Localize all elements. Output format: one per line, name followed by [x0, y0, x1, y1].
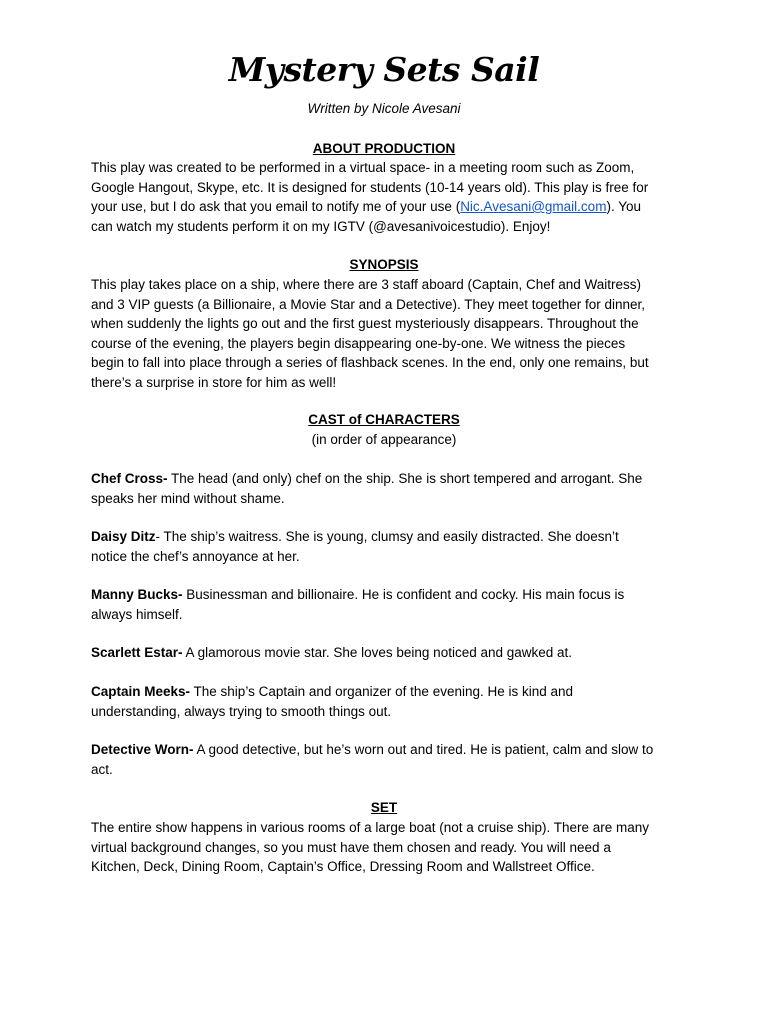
- about-line-text: ). You: [606, 199, 641, 214]
- set-line: The entire show happens in various rooms of a large boat (not a cruise ship). There are many: [91, 820, 650, 835]
- cast-heading: CAST of CHARACTERS: [308, 412, 460, 427]
- cast-subheading: (in order of appearance): [311, 432, 457, 447]
- synopsis-line: when suddenly the lights go out and the first guest mysteriously disappears. Throughout the: [91, 316, 639, 331]
- email-link[interactable]: Nic.Avesani@gmail.com: [460, 199, 607, 214]
- character-entry: [91, 643, 681, 663]
- character-entry: [91, 585, 681, 624]
- synopsis-line: and 3 VIP guests (a Billionaire, a Movie Star and a Detective). They meet together for dinner,: [91, 296, 646, 312]
- synopsis-line: course of the evening, the players begin disappearing one-by-one. We witness the pieces: [91, 335, 626, 351]
- character-description: The ship’s Captain and organizer of the evening. He is kind and: [190, 684, 574, 699]
- synopsis-paragraph: [91, 275, 681, 392]
- set-line: Kitchen, Deck, Dining Room, Captain’s Office, Dressing Room and Wallstreet Office.: [91, 859, 595, 874]
- character-entry: [91, 469, 681, 508]
- character-name: Detective Worn-: [91, 742, 194, 757]
- synopsis-line: there’s a surprise in store for him as well!: [91, 374, 337, 390]
- character-entry: [91, 740, 681, 779]
- character-entry: [91, 527, 681, 566]
- character-name: Chef Cross-: [91, 471, 168, 486]
- character-name: Scarlett Estar-: [91, 645, 183, 660]
- character-description: - The ship’s waitress. She is young, clumsy and easily distracted. She doesn’t: [155, 529, 619, 544]
- character-description: A good detective, but he’s worn out and tired. He is patient, calm and slow to: [193, 742, 654, 757]
- set-line: virtual background changes, so you must have them chosen and ready. You will need a: [91, 839, 611, 855]
- character-description: understanding, always trying to smooth things out.: [91, 703, 392, 719]
- character-description: The head (and only) chef on the ship. She is short tempered and arrogant. She: [167, 471, 643, 486]
- character-description: Businessman and billionaire. He is confident and cocky. His main focus is: [182, 587, 625, 602]
- character-name: Manny Bucks-: [91, 587, 183, 602]
- synopsis-heading: SYNOPSIS: [349, 257, 419, 272]
- character-description: speaks her mind without shame.: [91, 490, 285, 506]
- synopsis-line: This play takes place on a ship, where there are 3 staff aboard (Captain, Chef and Waitress): [91, 277, 642, 292]
- character-description: notice the chef’s annoyance at her.: [91, 548, 300, 564]
- about-line-text: your use, but I do ask that you email to notify me of your use (: [91, 199, 461, 214]
- synopsis-line: begin to fall into place through a series of flashback scenes. In the end, only one remains, but: [91, 355, 649, 370]
- character-description: always himself.: [91, 606, 183, 622]
- about-paragraph: [91, 158, 681, 236]
- about-line: Google Hangout, Skype, etc. It is designed for students (10-14 years old). This play is free for: [91, 179, 649, 195]
- about-line: This play was created to be performed in a virtual space- in a meeting room such as Zoom,: [91, 160, 635, 175]
- set-heading: SET: [370, 800, 398, 815]
- about-line: can watch my students perform it on my IGTV (@avesanivoicestudio). Enjoy!: [91, 218, 551, 234]
- character-description: A glamorous movie star. She loves being noticed and gawked at.: [182, 645, 573, 660]
- about-line: [91, 197, 681, 217]
- about-heading: ABOUT PRODUCTION: [312, 141, 456, 156]
- character-entry: [91, 682, 681, 721]
- author-byline: Written by Nicole Avesani: [307, 101, 461, 116]
- play-title: Mystery Sets Sail: [228, 50, 540, 89]
- character-name: Daisy Ditz: [91, 529, 156, 544]
- set-paragraph: [91, 818, 681, 877]
- character-name: Captain Meeks-: [91, 684, 191, 699]
- character-description: act.: [91, 761, 113, 777]
